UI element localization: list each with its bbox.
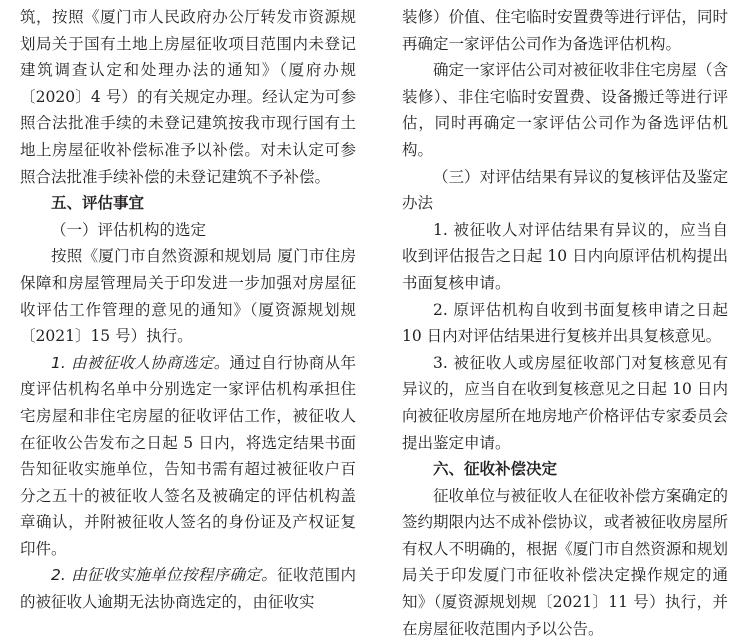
list-item-2-body: 征收范围内的被征收人逾期无法协商选定的，由征收实 <box>20 566 356 612</box>
list-item-1-body: 通过自行协商从年度评估机构名单中分别选定一家评估机构承担住宅房屋和非住宅房屋的征收评估工作，被征收人在征收公告发布之日起 5 日内，将选定结果书面告知征收实施单位，告知书需有超过被征收户百分之五十的被征收人签名及被确定的评估机构盖章确认，并附被征收人签名的身份证及产权证复印件。 <box>20 353 356 558</box>
list-item-1 <box>20 350 356 563</box>
left-paragraph-continued: 筑，按照《厦门市人民政府办公厅转发市资源规划局关于国有土地上房屋征收项目范围内未登记建筑调查认定和处理办法的通知》（厦府办规〔2020〕4 号）的有关规定办理。经认定为可参照合法批准手续的未登记建筑按我市现行国有土地上房屋征收补偿标准予以补偿。对未认定可参照合法批准手续补偿的未登记建筑不予补偿。 <box>20 8 356 186</box>
list-item-1-lead: 1. 由被征收人协商选定。 <box>51 353 230 372</box>
section-heading-compensation-decision: 六、征收补偿决定 <box>433 460 558 479</box>
list-item-2 <box>20 562 356 615</box>
paragraph-non-residential-assessment: 确定一家评估公司对被征收非住宅房屋（含装修）、非住宅临时安置费、设备搬迁等进行评估，同时再确定一家评估公司作为备选评估机构。 <box>402 61 728 159</box>
paragraph-regulation-reference: 按照《厦门市自然资源和规划局 厦门市住房保障和房屋管理局关于印发进一步加强对房屋征收评估工作管理的意见的通知》（厦资源规划规〔2021〕15 号）执行。 <box>20 247 356 346</box>
review-item-3: 3. 被征收人或房屋征收部门对复核意见有异议的，应当自在收到复核意见之日起 10 日内向被征收房屋所在地房地产价格评估专家委员会提出鉴定申请。 <box>402 353 728 452</box>
review-item-2: 2. 原评估机构自收到书面复核申请之日起 10 日内对评估结果进行复核并出具复核意见。 <box>402 300 728 346</box>
right-column <box>402 0 728 638</box>
paragraph-compensation-decision: 征收单位与被征收人在征收补偿方案确定的签约期限内达不成补偿协议，或者被征收房屋所有权人不明确的，根据《厦门市自然资源和规划局关于印发厦门市征收补偿决定操作规定的通知》（厦资源规划规〔2021〕11 号）执行，并在房屋征收范围内予以公告。 <box>402 486 728 638</box>
left-column <box>20 0 356 624</box>
list-item-2-lead: 2. 由征收实施单位按程序确定。 <box>51 566 278 585</box>
right-paragraph-continued: 装修）价值、住宅临时安置费等进行评估，同时再确定一家评估公司作为备选评估机构。 <box>402 8 728 53</box>
section-heading-assessment: 五、评估事宜 <box>51 194 145 213</box>
subsection-heading-agency-selection: （一）评估机构的选定 <box>51 220 207 239</box>
review-item-1: 1. 被征收人对评估结果有异议的，应当自收到评估报告之日起 10 日内向原评估机构提出书面复核申请。 <box>402 220 728 292</box>
subsection-heading-review: （三）对评估结果有异议的复核评估及鉴定办法 <box>402 167 728 213</box>
